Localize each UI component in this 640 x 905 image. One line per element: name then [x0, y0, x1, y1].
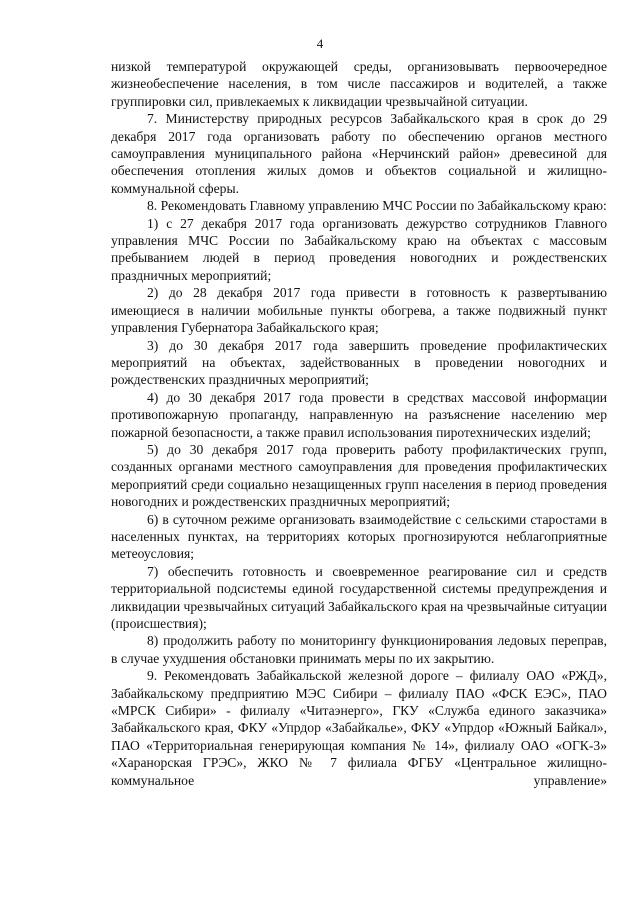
subitem-2: 2) до 28 декабря 2017 года привести в готовность к развертыванию имеющиеся в наличии мобильные пункты обогрева, а также подвижный пункт управления Губернатора Забайкальского края;: [111, 285, 607, 336]
document-body: [111, 58, 607, 789]
page-number: 4: [316, 36, 324, 51]
subitem-3: 3) до 30 декабря 2017 года завершить проведение профилактических мероприятий на объектах, задействованных в проведении новогодних и рождественских праздничных мероприятий;: [111, 337, 607, 388]
subitem-6: 6) в суточном режиме организовать взаимодействие с сельскими старостами в населенных пунктах, на территориях которых прогнозируются неблагоприятные метеоусловия;: [111, 511, 607, 562]
subitem-4: 4) до 30 декабря 2017 года провести в средствах массовой информации противопожарную пропаганду, направленную на разъяснение населению мер пожарной безопасности, а также правил использования пиротехнических изделий;: [111, 389, 607, 440]
paragraph-item-7: 7. Министерству природных ресурсов Забайкальского края в срок до 29 декабря 2017 года организовать работу по обеспечению органов местного самоуправления муниципального района «Нерчинский район» древесиной для обеспечения отопления жилых домов и объектов социальной и жилищно-коммунальной сферы.: [111, 111, 607, 196]
subitem-7: 7) обеспечить готовность и своевременное реагирование сил и средств территориальной подсистемы единой государственной системы предупреждения и ликвидации чрезвычайных ситуаций Забайкальского края на чрезвычайные ситуации (происшествия);: [111, 563, 607, 631]
paragraph-continuation: низкой температурой окружающей среды, организовывать первоочередное жизнеобеспечение населения, в том числе пассажиров и водителей, а также группировки сил, привлекаемых к ликвидации чрезвычайной ситуации.: [111, 59, 607, 109]
subitem-5: 5) до 30 декабря 2017 года проверить работу профилактических групп, созданных органами местного самоуправления для проведения профилактических мероприятий среди социально незащищенных групп населения в период проведения новогодних и рождественских праздничных мероприятий;: [111, 441, 607, 510]
subitem-1: 1) с 27 декабря 2017 года организовать дежурство сотрудников Главного управления МЧС России по Забайкальскому краю на объектах с массовым пребыванием людей в период проведения новогодних и рождественских праздничных мероприятий;: [111, 215, 607, 283]
paragraph-item-9: 9. Рекомендовать Забайкальской железной дороге – филиалу ОАО «РЖД», Забайкальскому предприятию МЭС Сибири – филиалу ПАО «ФСК ЕЭС», ПАО «МРСК Сибири» - филиалу «Читаэнерго», ГКУ «Служба единого заказчика» Забайкальского края, ФКУ «Упрдор «Забайкалье», ФКУ «Упрдор «Южный Байкал», ПАО «Территориальная генерирующая компания № 14», филиалу ОАО «ОГК-3» «Харанорская ГРЭС», ЖКО № 7 филиала ФГБУ «Центральное жилищно-коммунальное управление»: [111, 668, 607, 788]
subitem-8: 8) продолжить работу по мониторингу функционирования ледовых переправ, в случае ухудшения обстановки принимать меры по их закрытию.: [111, 633, 607, 666]
paragraph-item-8: 8. Рекомендовать Главному управлению МЧС России по Забайкальскому краю:: [147, 198, 607, 214]
